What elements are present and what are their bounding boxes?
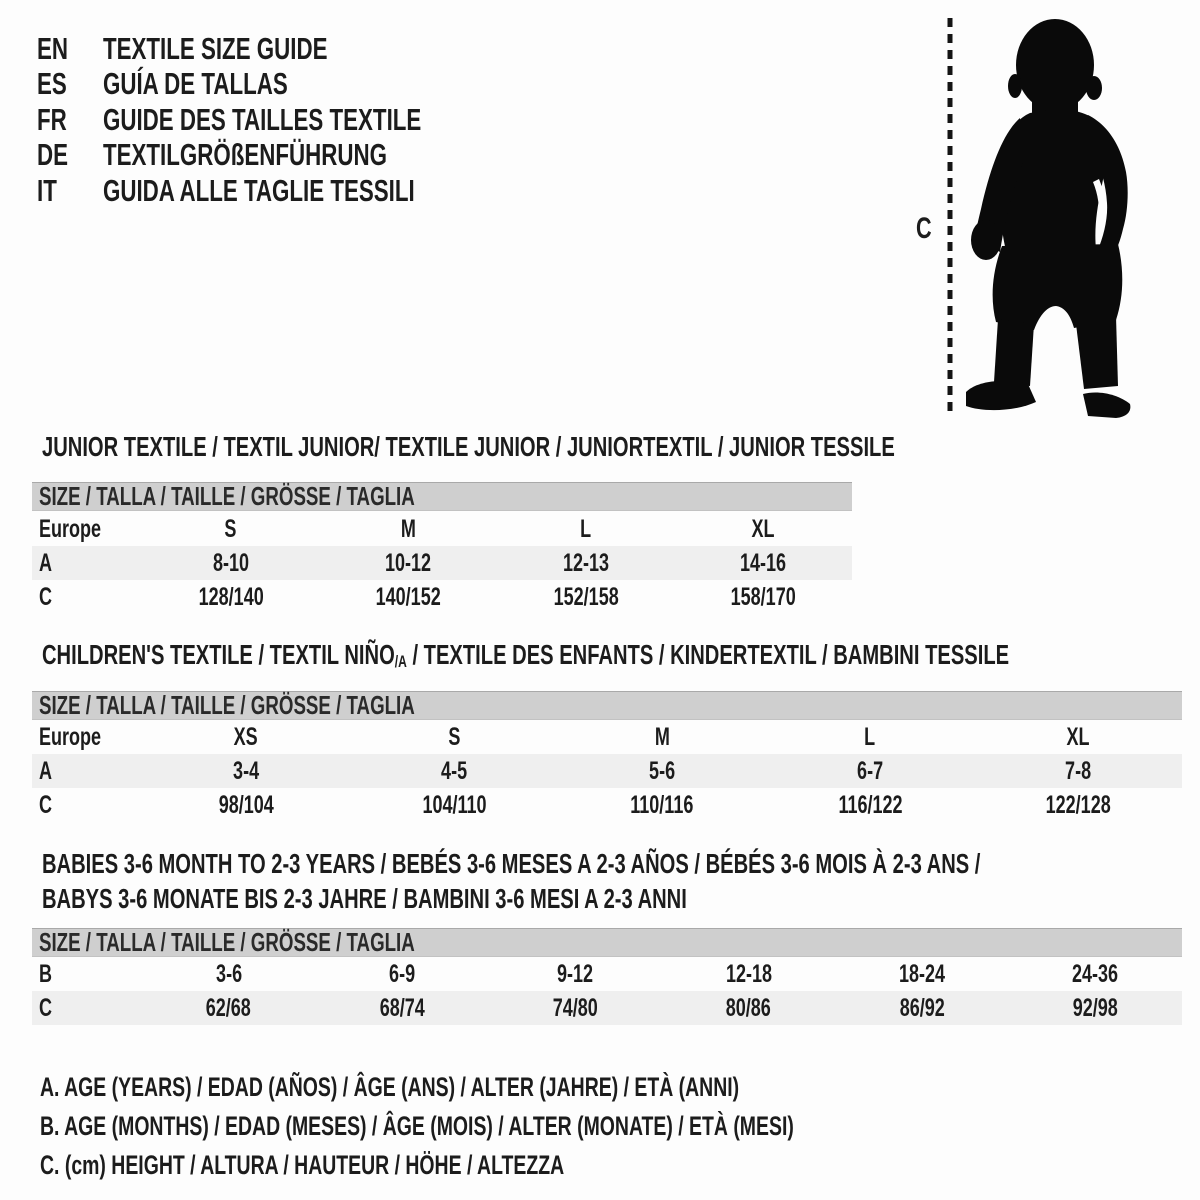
table-cell: 110/116 bbox=[630, 790, 694, 819]
language-code: FR bbox=[37, 101, 67, 137]
row-label: C bbox=[39, 993, 53, 1022]
table-cell: 14-16 bbox=[740, 548, 787, 577]
size-col-header: L bbox=[580, 514, 592, 543]
junior-size-header-bar bbox=[32, 482, 852, 511]
table-row bbox=[32, 957, 1182, 991]
table-cell: 9-12 bbox=[557, 959, 594, 988]
children-section-title bbox=[42, 640, 1200, 674]
row-label: Europe bbox=[39, 514, 102, 543]
language-row-fr bbox=[37, 102, 545, 137]
language-row-de bbox=[37, 137, 545, 172]
language-label: TEXTILE SIZE GUIDE bbox=[103, 31, 328, 66]
table-row bbox=[32, 512, 852, 546]
row-label: B bbox=[39, 959, 53, 988]
table-cell: 68/74 bbox=[379, 993, 425, 1022]
children-title-text bbox=[42, 640, 1009, 674]
table-cell: 3-6 bbox=[215, 959, 242, 988]
language-row-en bbox=[37, 31, 545, 66]
language-label: GUIDA ALLE TAGLIE TESSILI bbox=[103, 172, 415, 208]
language-title-list bbox=[37, 31, 545, 208]
size-header-text: SIZE / TALLA / TAILLE / GRÖSSE / TAGLIA bbox=[39, 690, 415, 720]
table-row bbox=[32, 580, 852, 614]
table-row bbox=[32, 991, 1182, 1025]
table-cell: 8-10 bbox=[212, 548, 249, 577]
language-code: DE bbox=[37, 137, 69, 173]
table-cell: 158/170 bbox=[730, 582, 796, 611]
size-header-text: SIZE / TALLA / TAILLE / GRÖSSE / TAGLIA bbox=[39, 927, 415, 957]
table-cell: 80/86 bbox=[726, 993, 772, 1022]
children-title-sub: /A bbox=[394, 652, 407, 672]
size-header-text: SIZE / TALLA / TAILLE / GRÖSSE / TAGLIA bbox=[39, 481, 415, 511]
language-row-it bbox=[37, 173, 545, 208]
row-label: C bbox=[39, 582, 53, 611]
row-label: A bbox=[39, 548, 53, 577]
height-marker-label bbox=[916, 212, 938, 246]
table-cell: 86/92 bbox=[899, 993, 945, 1022]
language-code: ES bbox=[37, 66, 67, 102]
table-cell: 140/152 bbox=[375, 582, 441, 611]
language-code: EN bbox=[37, 31, 69, 66]
size-col-header: XL bbox=[751, 514, 775, 543]
table-cell: 12-18 bbox=[725, 959, 772, 988]
table-cell: 104/110 bbox=[421, 790, 487, 819]
row-label: Europe bbox=[39, 722, 102, 751]
table-cell: 18-24 bbox=[898, 959, 945, 988]
table-cell: 74/80 bbox=[552, 993, 598, 1022]
table-cell: 92/98 bbox=[1072, 993, 1118, 1022]
size-col-header: XS bbox=[233, 722, 259, 751]
size-col-header: S bbox=[447, 722, 461, 751]
table-cell: 12-13 bbox=[562, 548, 609, 577]
legend-line-c bbox=[40, 1146, 1087, 1185]
legend-text: B. AGE (MONTHS) / EDAD (MESES) / ÂGE (MOIS) / ALTER (MONATE) / ETÀ (MESI) bbox=[40, 1111, 794, 1141]
children-size-header-bar bbox=[32, 691, 1182, 720]
table-cell: 7-8 bbox=[1064, 756, 1092, 785]
table-cell: 128/140 bbox=[198, 582, 264, 611]
baby-silhouette-figure bbox=[938, 12, 1150, 418]
table-cell: 10-12 bbox=[385, 548, 432, 577]
legend-line-a bbox=[40, 1068, 1087, 1107]
table-cell: 116/122 bbox=[837, 790, 903, 819]
language-label: GUIDE DES TAILLES TEXTILE bbox=[103, 101, 422, 137]
table-cell: 122/128 bbox=[1045, 790, 1111, 819]
legend bbox=[40, 1068, 1087, 1185]
size-col-header: XL bbox=[1066, 722, 1090, 751]
table-cell: 6-9 bbox=[388, 959, 416, 988]
table-cell: 98/104 bbox=[218, 790, 274, 819]
table-cell: 62/68 bbox=[206, 993, 252, 1022]
language-label: GUÍA DE TALLAS bbox=[103, 66, 288, 102]
table-cell: 6-7 bbox=[856, 756, 884, 785]
row-label: A bbox=[39, 756, 53, 785]
legend-text: A. AGE (YEARS) / EDAD (AÑOS) / ÂGE (ANS) / ALTER (JAHRE) / ETÀ (ANNI) bbox=[40, 1072, 740, 1102]
language-row-es bbox=[37, 66, 545, 101]
table-cell: 152/158 bbox=[553, 582, 619, 611]
size-col-header: M bbox=[654, 722, 670, 751]
table-cell: 5-6 bbox=[648, 756, 676, 785]
height-marker-text: C bbox=[916, 212, 932, 245]
children-title-after: / TEXTILE DES ENFANTS / KINDERTEXTIL / BAMBINI TESSILE bbox=[406, 639, 1010, 670]
language-code: IT bbox=[37, 172, 57, 208]
baby-silhouette bbox=[966, 19, 1130, 418]
babies-title-line2: BABYS 3-6 MONATE BIS 2-3 JAHRE / BAMBINI 3-6 MESI A 2-3 ANNI bbox=[42, 883, 687, 914]
legend-text: C. (cm) HEIGHT / ALTURA / HAUTEUR / HÖHE / ALTEZZA bbox=[40, 1150, 565, 1180]
size-col-header: S bbox=[224, 514, 237, 543]
babies-title-line1: BABIES 3-6 MONTH TO 2-3 YEARS / BEBÉS 3-6 MESES A 2-3 AÑOS / BÉBÉS 3-6 MOIS À 2-3 ANS / bbox=[42, 848, 981, 879]
language-label: TEXTILGRÖßENFÜHRUNG bbox=[103, 137, 387, 173]
babies-section-title bbox=[42, 846, 1200, 916]
table-row bbox=[32, 546, 852, 580]
table-cell: 3-4 bbox=[232, 756, 260, 785]
legend-line-b bbox=[40, 1107, 1087, 1146]
junior-section-title bbox=[42, 432, 1200, 462]
size-col-header: L bbox=[864, 722, 876, 751]
table-row bbox=[32, 788, 1182, 822]
junior-title-text: JUNIOR TEXTILE / TEXTIL JUNIOR/ TEXTILE JUNIOR / JUNIORTEXTIL / JUNIOR TESSILE bbox=[42, 431, 895, 462]
babies-size-header-bar bbox=[32, 928, 1182, 957]
children-title-before: CHILDREN'S TEXTILE / TEXTIL NIÑO bbox=[42, 639, 395, 670]
size-col-header: M bbox=[400, 514, 416, 543]
table-cell: 4-5 bbox=[440, 756, 468, 785]
table-row bbox=[32, 720, 1182, 754]
table-cell: 24-36 bbox=[1072, 959, 1119, 988]
row-label: C bbox=[39, 790, 53, 819]
table-row bbox=[32, 754, 1182, 788]
